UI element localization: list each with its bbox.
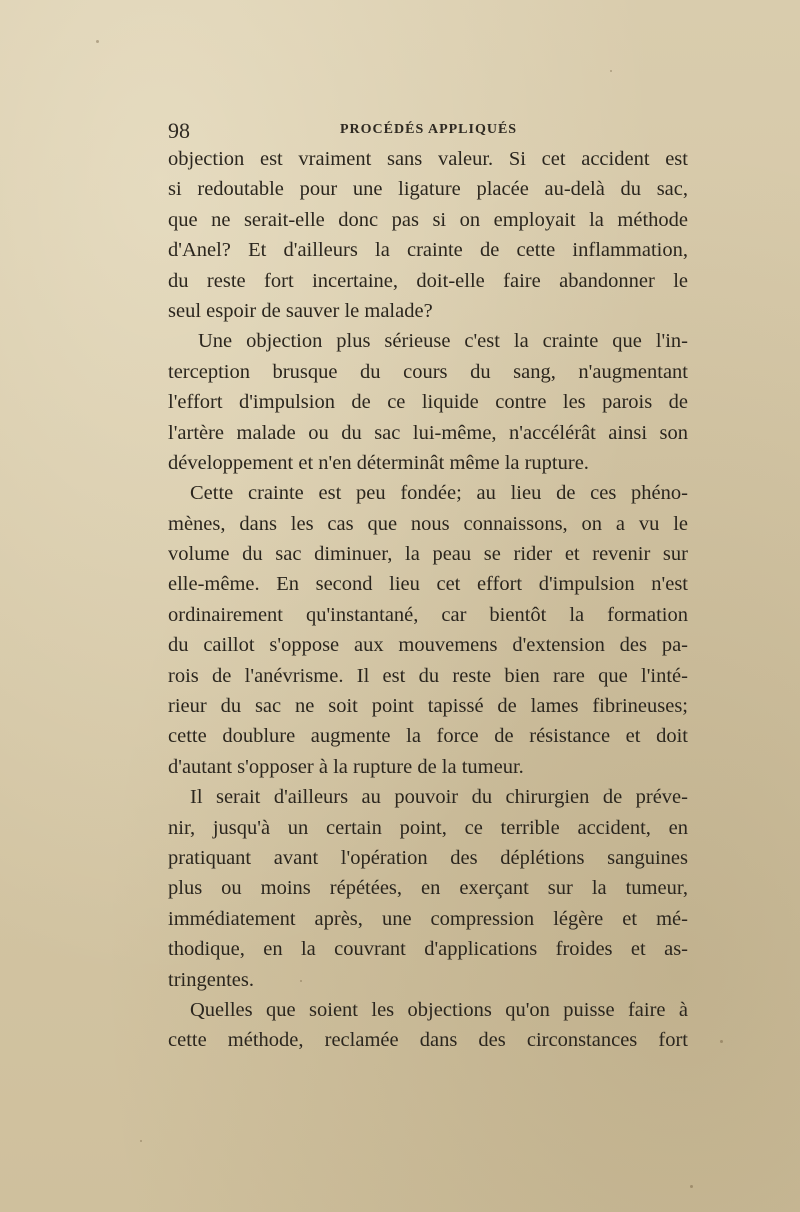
text-line: rois de l'anévrisme. Il est du reste bien rare que l'inté-	[168, 664, 688, 687]
text-line: cette doublure augmente la force de résistance et doit	[168, 725, 688, 748]
text-line: du reste fort incertaine, doit-elle faire abandonner le	[168, 269, 688, 292]
text-line: d'autant s'opposer à la rupture de la tumeur.	[168, 755, 524, 778]
text-line: plus ou moins répétées, en exerçant sur la tumeur,	[168, 877, 688, 900]
text-line: cette méthode, reclamée dans des circonstances fort	[168, 1029, 688, 1052]
text-line: seul espoir de sauver le malade?	[168, 299, 433, 322]
text-line: Quelles que soient les objections qu'on puisse faire à	[190, 998, 688, 1021]
text-line: nir, jusqu'à un certain point, ce terrible accident, en	[168, 816, 688, 839]
paper-speck	[720, 1040, 723, 1043]
text-line: mènes, dans les cas que nous connaissons, on a vu le	[168, 512, 688, 535]
text-line: Cette crainte est peu fondée; au lieu de ces phéno-	[190, 482, 688, 505]
text-line: elle-même. En second lieu cet effort d'impulsion n'est	[168, 573, 688, 596]
text-line: si redoutable pour une ligature placée au-delà du sac,	[168, 178, 688, 201]
text-line: développement et n'en déterminât même la rupture.	[168, 451, 589, 474]
text-line: l'artère malade ou du sac lui-même, n'accélérât ainsi son	[168, 421, 688, 444]
text-line: thodique, en la couvrant d'applications froides et as-	[168, 938, 688, 961]
page-header	[168, 118, 688, 142]
text-line: immédiatement après, une compression légère et mé-	[168, 907, 688, 930]
text-line: terception brusque du cours du sang, n'augmentant	[168, 360, 688, 383]
text-line: ordinairement qu'instantané, car bientôt la formation	[168, 603, 688, 626]
text-line: Il serait d'ailleurs au pouvoir du chirurgien de préve-	[190, 786, 688, 809]
paper-speck	[690, 1185, 693, 1188]
text-line: d'Anel? Et d'ailleurs la crainte de cette inflammation,	[168, 239, 688, 262]
text-line: Une objection plus sérieuse c'est la crainte que l'in-	[198, 330, 688, 353]
text-line: que ne serait-elle donc pas si on employait la méthode	[168, 208, 688, 231]
paper-speck	[610, 70, 612, 72]
running-head: PROCÉDÉS APPLIQUÉS	[340, 122, 518, 137]
paper-speck	[140, 1140, 142, 1142]
text-line: du caillot s'oppose aux mouvemens d'extension des pa-	[168, 634, 688, 657]
paper-speck	[96, 40, 99, 43]
text-line: pratiquant avant l'opération des déplétions sanguines	[168, 846, 688, 869]
page-number: 98	[168, 118, 190, 143]
body-text	[168, 144, 688, 1056]
text-line: tringentes.	[168, 968, 254, 991]
text-line: volume du sac diminuer, la peau se rider et revenir sur	[168, 543, 688, 566]
text-line: objection est vraiment sans valeur. Si cet accident est	[168, 148, 688, 170]
text-line: l'effort d'impulsion de ce liquide contre les parois de	[168, 391, 688, 414]
text-line: rieur du sac ne soit point tapissé de lames fibrineuses;	[168, 695, 688, 718]
